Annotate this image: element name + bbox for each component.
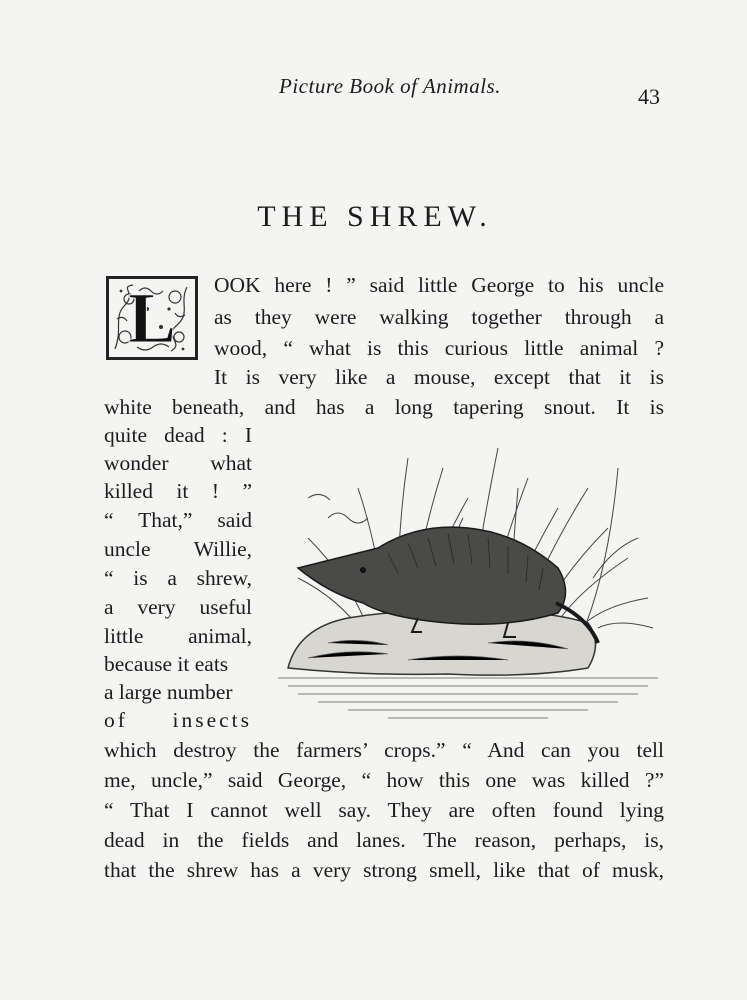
text-line: of insects (104, 708, 252, 732)
text-line: a very useful (104, 595, 252, 619)
shrew-icon (268, 428, 664, 728)
text-line: which destroy the farmers’ crops.” “ And can you tell (104, 738, 664, 762)
text-line: little animal, (104, 624, 252, 648)
text-line: white beneath, and has a long tapering snout. It is (104, 395, 664, 419)
text-line: a large number (104, 680, 233, 704)
text-line: dead in the fields and lanes. The reason, perhaps, is, (104, 828, 664, 852)
text-line: “ That,” said (104, 508, 252, 532)
text-line: uncle Willie, (104, 537, 252, 561)
text-line: as they were walking together through a (214, 305, 664, 329)
text-line: It is very like a mouse, except that it is (214, 365, 664, 389)
text-line: me, uncle,” said George, “ how this one was killed ?” (104, 768, 664, 792)
text-line: OOK here ! ” said little George to his uncle (214, 273, 664, 297)
running-title: Picture Book of Animals. (279, 74, 501, 98)
text-line: that the shrew has a very strong smell, like that of musk, (104, 858, 664, 882)
text-line: quite dead : I (104, 423, 252, 447)
text-line: “ is a shrew, (104, 566, 252, 590)
text-line: “ That I cannot well say. They are often found lying (104, 798, 664, 822)
drop-cap-letter: L (127, 278, 177, 358)
text-line: killed it ! ” (104, 479, 252, 503)
text-line: wonder what (104, 451, 252, 475)
shrew-illustration (268, 428, 664, 728)
text-line: because it eats (104, 652, 229, 676)
chapter-title: THE SHREW. (257, 200, 493, 233)
text-line: wood, “ what is this curious little animal ? (214, 336, 664, 360)
page-number: 43 (638, 84, 660, 109)
drop-cap (106, 276, 198, 360)
